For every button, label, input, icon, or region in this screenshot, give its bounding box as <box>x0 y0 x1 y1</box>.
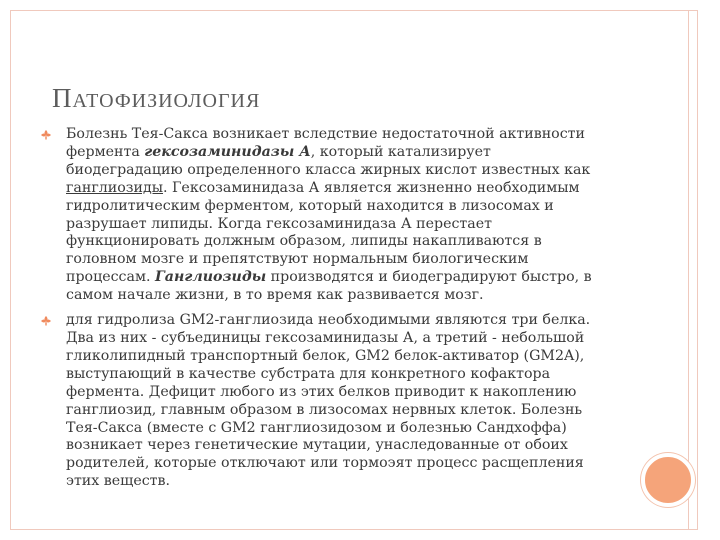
fleuron-icon <box>40 315 52 327</box>
title-initial: П <box>52 83 73 113</box>
bullet-1-text-4: производятся и биодеградируют быстро, в самом начале жизни, в то время как развивается мозг. <box>66 269 592 304</box>
slide-title <box>52 78 260 115</box>
orange-circle-decoration <box>641 453 695 507</box>
bullet-1-text-1: Болезнь Тея-Сакса возникает вследствие недостаточной активности фермента <box>66 126 585 160</box>
bullet-1-term-gangliosides: ганглиозиды <box>66 179 164 196</box>
bullet-1-term-hexosaminidase: гексозаминидазы А <box>144 143 311 160</box>
frame-divider-line <box>688 10 689 530</box>
bullet-1-text-2: , который катализирует биодеградацию определенного класса жирных кислот известных как <box>66 143 591 178</box>
title-rest: АТОФИЗИОЛОГИЯ <box>72 90 261 112</box>
bullet-1-text-3: . Гексозаминидаза А является жизненно необходимым гидролитическим ферментом, который находится в лизосомах и разрушает липиды. Когда гексозаминидаза А перестает функционировать должным образом, липиды накапливаются в головном мозге и препятствуют нормальным биологическим процессам. <box>66 179 580 286</box>
bullet-1-term-gangliosides-2: Ганглиозиды <box>155 269 267 286</box>
bullet-item-1 <box>40 126 610 305</box>
bullet-list <box>40 126 610 498</box>
bullet-item-2 <box>40 312 610 491</box>
fleuron-icon <box>40 129 52 141</box>
bullet-2-text: для гидролиза GM2-ганглиозида необходимыми являются три белка. Два из них - субъединицы гексозаминидазы А, а третий - небольшой гликолипидный транспортный белок, GM2 белок-активатор (GM2A), выступающий в качестве субстрата для конкретного кофактора фермента. Дефицит любого из этих белков приводит к накоплению ганглиозид, главным образом в лизосомах нервных клеток. Болезнь Тея-Сакса (вместе с GM2 ганглиозидозом и болезнью Сандхоффа) возникает через генетические мутации, унаследованные от обоих родителей, которые отключают или тормоэят процесс расщепления этих веществ. <box>66 312 591 490</box>
